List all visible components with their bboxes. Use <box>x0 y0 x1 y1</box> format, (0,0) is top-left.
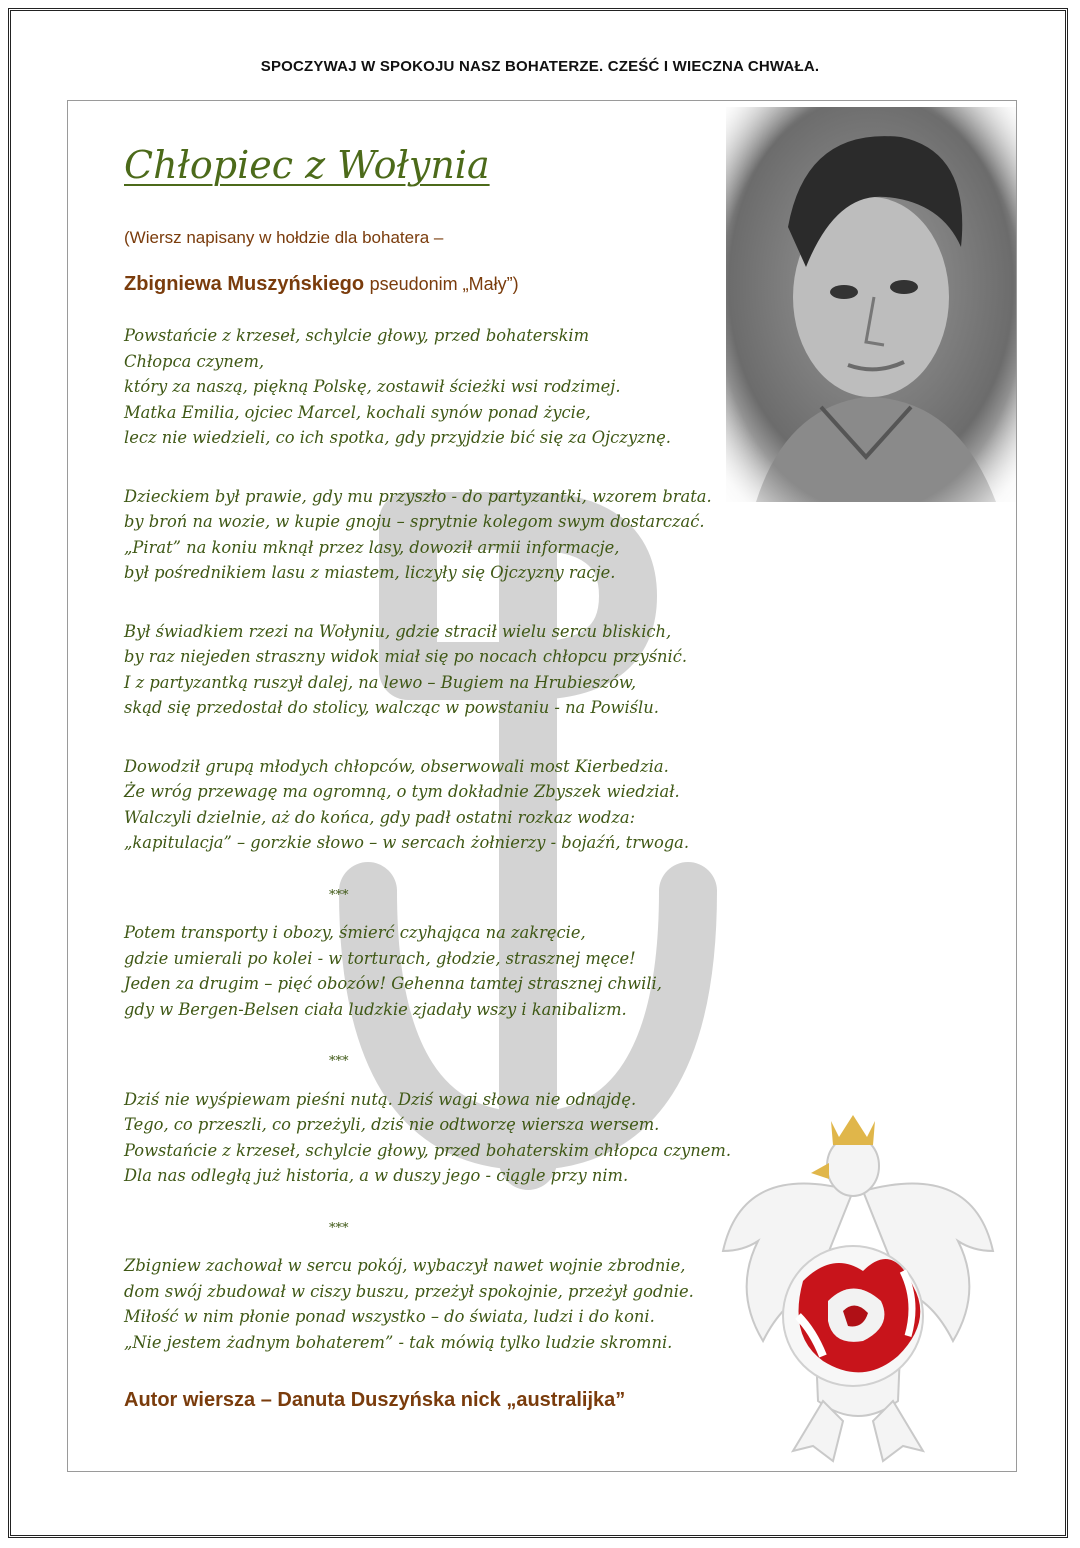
stanza-7 <box>124 1253 824 1355</box>
stanza-separator: *** <box>329 887 349 903</box>
poem-line: gdy w Bergen-Belsen ciała ludzkie zjadały wszy i kanibalizm. <box>124 999 627 1019</box>
stanza-5 <box>124 920 824 1022</box>
poem-line: „Pirat” na koniu mknął przez lasy, dowoził armii informacje, <box>124 537 620 557</box>
stanza-1 <box>124 323 824 451</box>
stanza-4 <box>124 754 824 856</box>
poem-line: Dowodził grupą młodych chłopców, obserwowali most Kierbedzia. <box>124 756 669 776</box>
poem-line: „kapitulacja” – gorzkie słowo – w sercach żołnierzy - bojaźń, trwoga. <box>124 833 690 852</box>
poem-line: Tego, co przeszli, co przeżyli, dziś nie odtworzę wiersza wersem. <box>124 1115 660 1134</box>
poem-line: Miłość w nim płonie ponad wszystko – do świata, ludzi i do koni. <box>124 1307 655 1326</box>
poem-line: Walczyli dzielnie, aż do końca, gdy padł ostatni rozkaz wodza: <box>124 807 636 827</box>
poem-line: który za naszą, piękną Polskę, zostawił ścieżki wsi rodzimej. <box>124 377 621 396</box>
poem-line: „Nie jestem żadnym bohaterem” - tak mówią tylko ludzie skromni. <box>124 1332 673 1352</box>
hero-nickname: pseudonim „Mały”) <box>369 274 519 294</box>
poem-line: I z partyzantką ruszył dalej, na lewo – Bugiem na Hrubieszów, <box>124 672 637 692</box>
poem-line: Chłopca czynem, <box>124 351 265 371</box>
poem-line: był pośrednikiem lasu z miastem, liczyły się Ojczyzny racje. <box>124 563 616 582</box>
header-text: SPOCZYWAJ W SPOKOJU NASZ BOHATERZE. CZEŚĆ I WIECZNA CHWAŁA. <box>260 58 820 75</box>
poem-line: dom swój zbudował w ciszy buszu, przeżył spokojnie, przeżył godnie. <box>124 1281 694 1301</box>
stanza-separator: *** <box>329 1054 349 1069</box>
poem-line: lecz nie wiedzieli, co ich spotka, gdy przyjdzie bić się za Ojczyznę. <box>124 428 671 447</box>
poem-line: skąd się przedostał do stolicy, walcząc w powstaniu - na Powiślu. <box>124 698 659 717</box>
poem-title: Chłopiec z Wołynia <box>124 143 490 187</box>
poem-line: by broń na wozie, w kupie gnoju – sprytnie kolegom swym dostarczać. <box>124 512 705 531</box>
stanza-2 <box>124 484 824 586</box>
poem-line: Powstańcie z krzeseł, schylcie głowy, przed bohaterskim <box>124 326 590 345</box>
poem-line: Był świadkiem rzezi na Wołyniu, gdzie stracił wielu sercu bliskich, <box>124 621 672 641</box>
stanza-3 <box>124 619 824 721</box>
poem-body <box>124 323 824 1388</box>
poem-line: gdzie umierali po kolei - w torturach, głodzie, strasznej męce! <box>124 948 636 968</box>
poem-line: Jeden za drugim – pięć obozów! Gehenna tamtej strasznej chwili, <box>124 974 662 993</box>
stanza-separator: *** <box>329 1220 349 1236</box>
poem-line: Potem transporty i obozy, śmierć czyhająca na zakręcie, <box>124 923 586 942</box>
poem-line: Powstańcie z krzeseł, schylcie głowy, przed bohaterskim chłopca czynem. <box>124 1140 731 1160</box>
poem-line: by raz niejeden straszny widok miał się po nocach chłopcu przyśnić. <box>124 647 688 666</box>
poem-line: Dla nas odległą już historia, a w duszy jego - ciągle przy nim. <box>124 1166 629 1185</box>
poem-line: Dziś nie wyśpiewam pieśni nutą. Dziś wagi słowa nie odnajdę. <box>124 1089 637 1109</box>
stanza-6 <box>124 1087 824 1189</box>
hero-dedication <box>124 273 519 296</box>
poem-line: Że wróg przewagę ma ogromną, o tym dokładnie Zbyszek wiedział. <box>124 782 680 801</box>
poem-line: Dzieckiem był prawie, gdy mu przyszło - do partyzantki, wzorem brata. <box>124 486 712 506</box>
poem-line: Matka Emilia, ojciec Marcel, kochali synów ponad życie, <box>124 402 591 422</box>
hero-name: Zbigniewa Muszyńskiego <box>124 273 365 295</box>
poem-author: Autor wiersza – Danuta Duszyńska nick „australijka” <box>124 1389 626 1411</box>
poem-card <box>67 100 1017 1472</box>
poem-line: Zbigniew zachował w sercu pokój, wybaczył nawet wojnie zbrodnie, <box>124 1256 686 1275</box>
poem-subtitle: (Wiersz napisany w hołdzie dla bohatera – <box>124 228 444 247</box>
